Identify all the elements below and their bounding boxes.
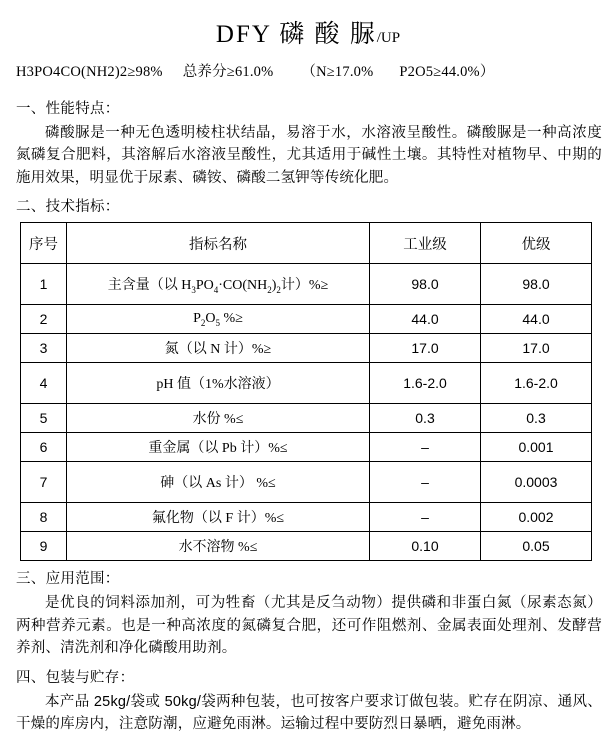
cell-premium: 98.0 — [481, 264, 592, 305]
section-heading-specifications: 二、技术指标： — [16, 199, 120, 216]
cell-industrial: – — [370, 433, 481, 462]
cell-no: 1 — [21, 264, 67, 305]
formula-part-3: （N≥17.0% — [301, 64, 374, 80]
specification-table — [20, 222, 592, 561]
cell-premium: 0.002 — [481, 503, 592, 532]
formula-part-2: 总养分≥61.0% — [182, 64, 274, 80]
cell-industrial: – — [370, 503, 481, 532]
table-row — [21, 503, 592, 532]
section-paragraph-performance: 磷酸脲是一种无色透明棱柱状结晶，易溶于水，水溶液呈酸性。磷酸脲是一种高浓度氮磷复合肥料，其溶解后水溶液呈酸性，尤其适用于碱性土壤。其特性对植物早、中期的施用效果，明显优于尿素、磷铵、磷酸二氢钾等传统化肥。 — [16, 125, 602, 186]
section-heading-applications: 三、应用范围： — [16, 571, 120, 588]
section-paragraph-applications: 是优良的饲料添加剂，可为牲畜（尤其是反刍动物）提供磷和非蛋白氮（尿素态氮）两种营养元素。也是一种高浓度的氮磷复合肥，还可作阻燃剂、金属表面处理剂、发酵营养剂、清洗剂和净化磷酸用助剂。 — [16, 595, 602, 657]
section-heading-performance: 一、性能特点： — [16, 101, 120, 117]
table-header-industrial: 工业级 — [370, 223, 481, 264]
cell-industrial: 0.10 — [370, 532, 481, 561]
table-row — [21, 264, 592, 305]
cell-premium: 44.0 — [481, 305, 592, 334]
page-title — [14, 14, 602, 50]
cell-premium: 0.001 — [481, 433, 592, 462]
formula-part-1: H3PO4CO(NH2)2≥98% — [16, 64, 163, 80]
cell-premium: 17.0 — [481, 334, 592, 363]
cell-no: 7 — [21, 462, 67, 503]
cell-premium: 0.0003 — [481, 462, 592, 503]
formula-part-4: P2O5≥44.0%） — [399, 64, 495, 80]
cell-name: 主含量（以 $H_3PO_4\cdot CO(NH_2)_2$计）%≥ — [67, 264, 370, 305]
cell-premium: 0.3 — [481, 404, 592, 433]
section-heading-packaging: 四、包装与贮存： — [16, 669, 135, 686]
table-row — [21, 305, 592, 334]
cell-no: 5 — [21, 404, 67, 433]
cell-name: 水份 %≤ — [67, 404, 370, 433]
section-paragraph-packaging: 本产品 25kg/袋或 50kg/袋两种包装，也可按客户要求订做包装。贮存在阴凉、通风、干燥的库房内，注意防潮，应避免雨淋。运输过程中要防烈日暴晒，避免雨淋。 — [16, 693, 602, 733]
cell-industrial: 0.3 — [370, 404, 481, 433]
table-row — [21, 532, 592, 561]
cell-premium: 1.6-2.0 — [481, 363, 592, 404]
cell-no: 6 — [21, 433, 67, 462]
table-row — [21, 334, 592, 363]
cell-name: $P_2O_5$ %≥ — [67, 305, 370, 334]
cell-name: 砷（以 As 计） %≤ — [67, 462, 370, 503]
cell-name: pH 值（1%水溶液） — [67, 363, 370, 404]
cell-industrial: 1.6-2.0 — [370, 363, 481, 404]
table-row — [21, 462, 592, 503]
cell-name: 氮（以 N 计）%≥ — [67, 334, 370, 363]
table-row — [21, 363, 592, 404]
cell-no: 4 — [21, 363, 67, 404]
table-row — [21, 404, 592, 433]
cell-industrial: 98.0 — [370, 264, 481, 305]
table-header-row — [21, 223, 592, 264]
cell-industrial: 17.0 — [370, 334, 481, 363]
table-row — [21, 433, 592, 462]
title-main-text: DFY 磷 酸 脲 — [215, 21, 377, 48]
cell-no: 3 — [21, 334, 67, 363]
table-header-no: 序号 — [21, 223, 67, 264]
cell-premium: 0.05 — [481, 532, 592, 561]
cell-industrial: – — [370, 462, 481, 503]
cell-no: 2 — [21, 305, 67, 334]
formula-line — [16, 60, 602, 81]
cell-no: 9 — [21, 532, 67, 561]
table-header-premium: 优级 — [481, 223, 592, 264]
cell-name: 氟化物（以 F 计）%≤ — [67, 503, 370, 532]
cell-industrial: 44.0 — [370, 305, 481, 334]
cell-name: 重金属（以 Pb 计）%≤ — [67, 433, 370, 462]
cell-no: 8 — [21, 503, 67, 532]
cell-name: 水不溶物 %≤ — [67, 532, 370, 561]
table-header-name: 指标名称 — [67, 223, 370, 264]
title-sub-text: /UP — [376, 30, 401, 46]
